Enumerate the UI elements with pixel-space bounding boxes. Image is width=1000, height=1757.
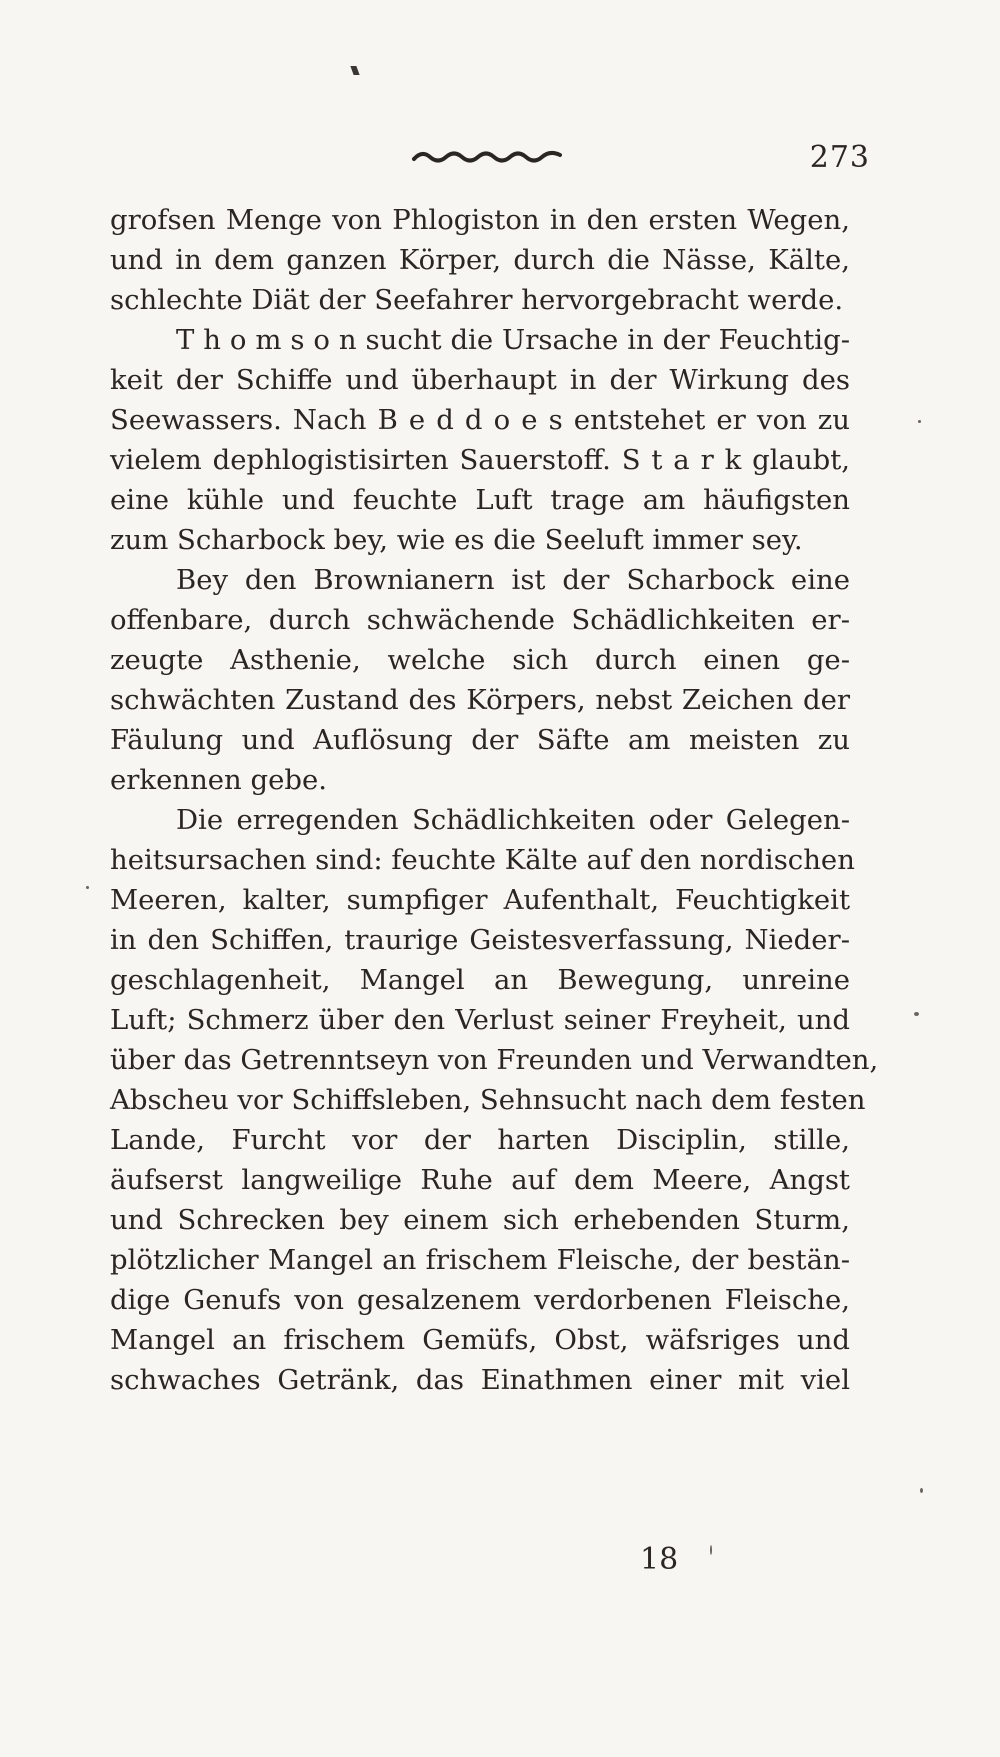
text-line: erkennen gebe. bbox=[110, 764, 328, 796]
ink-tick-mark bbox=[350, 66, 359, 75]
text-line: vielem dephlogistisirten Sauerstoff. S t a r k glaubt, bbox=[110, 444, 850, 476]
text-line: Luft; Schmerz über den Verlust seiner Freyheit, und bbox=[110, 1004, 850, 1036]
text-line: äufserst langweilige Ruhe auf dem Meere, Angst bbox=[110, 1164, 850, 1196]
paper-speck bbox=[914, 1012, 919, 1016]
text-line: zeugte Asthenie, welche sich durch einen ge- bbox=[110, 644, 850, 676]
text-line: grofsen Menge von Phlogiston in den ersten Wegen, bbox=[110, 204, 850, 236]
paper-speck bbox=[86, 886, 89, 889]
body-text bbox=[110, 200, 879, 1400]
text-line: und Schrecken bey einem sich erhebenden Sturm, bbox=[110, 1204, 850, 1236]
text-line: Lande, Furcht vor der harten Disciplin, stille, bbox=[110, 1124, 850, 1156]
text-line: Bey den Brownianern ist der Scharbock eine bbox=[176, 564, 850, 596]
text-line: Die erregenden Schädlichkeiten oder Gelegen- bbox=[176, 804, 850, 836]
text-line: offenbare, durch schwächende Schädlichkeiten er- bbox=[110, 604, 850, 636]
text-line: Mangel an frischem Gemüfs, Obst, wäfsriges und bbox=[110, 1324, 850, 1356]
text-line: dige Genufs von gesalzenem verdorbenen Fleische, bbox=[110, 1284, 850, 1316]
paper-speck bbox=[710, 1545, 712, 1555]
text-line: und in dem ganzen Körper, durch die Nässe, Kälte, bbox=[110, 244, 850, 276]
text-line: Fäulung und Auflösung der Säfte am meisten zu bbox=[110, 724, 850, 756]
text-line: plötzlicher Mangel an frischem Fleische, der bestän- bbox=[110, 1244, 850, 1276]
text-line: schwaches Getränk, das Einathmen einer mit viel bbox=[110, 1364, 850, 1396]
page-number: 273 bbox=[809, 140, 870, 175]
wave-ornament-icon bbox=[412, 146, 562, 166]
paper-speck bbox=[918, 420, 921, 423]
text-line: schlechte Diät der Seefahrer hervorgebracht werde. bbox=[110, 284, 844, 316]
text-line: T h o m s o n sucht die Ursache in der Feuchtig- bbox=[176, 324, 850, 356]
text-line: keit der Schiffe und überhaupt in der Wirkung des bbox=[110, 364, 850, 396]
text-line: zum Scharbock bey, wie es die Seeluft immer sey. bbox=[110, 524, 803, 556]
text-line: über das Getrenntseyn von Freunden und Verwandten, bbox=[110, 1044, 879, 1076]
text-line: in den Schiffen, traurige Geistesverfassung, Nieder- bbox=[110, 924, 850, 956]
text-line: Seewassers. Nach B e d d o e s entstehet er von zu bbox=[110, 404, 850, 436]
text-line: schwächten Zustand des Körpers, nebst Zeichen der bbox=[110, 684, 850, 716]
text-line: Meeren, kalter, sumpfiger Aufenthalt, Feuchtigkeit bbox=[110, 884, 850, 916]
signature-mark: 18 bbox=[640, 1542, 679, 1577]
text-line: heitsursachen sind: feuchte Kälte auf den nordischen bbox=[110, 844, 855, 876]
text-line: Abscheu vor Schiffsleben, Sehnsucht nach dem festen bbox=[110, 1084, 866, 1116]
text-line: eine kühle und feuchte Luft trage am häufigsten bbox=[110, 484, 850, 516]
text-line: geschlagenheit, Mangel an Bewegung, unreine bbox=[110, 964, 850, 996]
paper-speck bbox=[920, 1488, 923, 1493]
